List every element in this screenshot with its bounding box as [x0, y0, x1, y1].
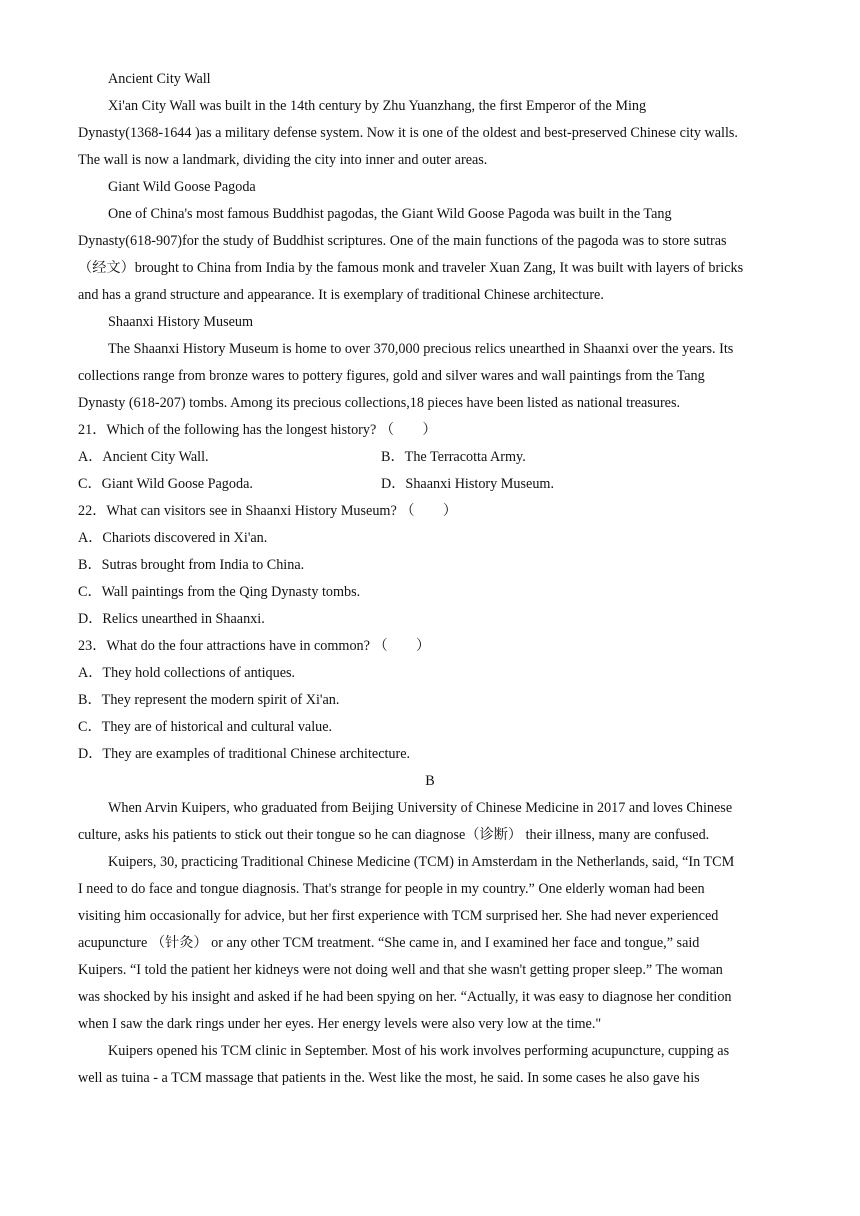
- paragraph-line: well as tuina - a TCM massage that patients in the. West like the most, he said. In some cases he also gave his: [78, 1070, 700, 1086]
- answer-option: B．The Terracotta Army.: [381, 449, 526, 465]
- paragraph-line: Xi'an City Wall was built in the 14th century by Zhu Yuanzhang, the first Emperor of the Ming: [108, 98, 647, 114]
- answer-option: A．Ancient City Wall.: [78, 449, 209, 465]
- paragraph-line: One of China's most famous Buddhist pagodas, the Giant Wild Goose Pagoda was built in the Tang: [108, 206, 672, 222]
- paragraph-line: Dynasty(1368-1644 )as a military defense system. Now it is one of the oldest and best-preserved Chinese city walls.: [78, 125, 738, 141]
- paragraph-line: When Arvin Kuipers, who graduated from Beijing University of Chinese Medicine in 2017 and loves Chinese: [108, 800, 733, 816]
- answer-option: B．Sutras brought from India to China.: [78, 557, 305, 573]
- section-heading: Giant Wild Goose Pagoda: [108, 179, 256, 195]
- question-stem: 23．What do the four attractions have in common? （ ）: [78, 638, 431, 654]
- paragraph-line: I need to do face and tongue diagnosis. That's strange for people in my country.” One elderly woman had been: [78, 881, 705, 897]
- paragraph-line: Dynasty (618-207) tombs. Among its precious collections,18 pieces have been listed as national treasures.: [78, 395, 681, 411]
- answer-option: D．They are examples of traditional Chinese architecture.: [78, 746, 411, 762]
- paragraph-line: acupuncture （针灸） or any other TCM treatment. “She came in, and I examined her face and tongue,” said: [78, 935, 700, 951]
- paragraph-line: when I saw the dark rings under her eyes. Her energy levels were also very low at the time.": [78, 1016, 602, 1032]
- answer-option: D．Shaanxi History Museum.: [381, 476, 555, 492]
- section-heading: Shaanxi History Museum: [108, 314, 254, 330]
- passage-label: B: [425, 773, 435, 789]
- answer-option: C．They are of historical and cultural value.: [78, 719, 333, 735]
- paragraph-line: was shocked by his insight and asked if he had been spying on her. “Actually, it was easy to diagnose her condition: [78, 989, 732, 1005]
- answer-option: C．Wall paintings from the Qing Dynasty tombs.: [78, 584, 361, 600]
- answer-option: A．Chariots discovered in Xi'an.: [78, 530, 268, 546]
- paragraph-line: Kuipers. “I told the patient her kidneys were not doing well and that she wasn't getting proper sleep.” The woman: [78, 962, 723, 978]
- answer-option: A．They hold collections of antiques.: [78, 665, 296, 681]
- paragraph-line: The wall is now a landmark, dividing the city into inner and outer areas.: [78, 152, 488, 168]
- paragraph-line: （经文）brought to China from India by the famous monk and traveler Xuan Zang, It was built with layers of bricks: [78, 260, 744, 276]
- answer-option: B．They represent the modern spirit of Xi'an.: [78, 692, 340, 708]
- question-stem: 22．What can visitors see in Shaanxi History Museum? （ ）: [78, 503, 458, 519]
- paragraph-line: and has a grand structure and appearance. It is exemplary of traditional Chinese architecture.: [78, 287, 604, 303]
- paragraph-line: The Shaanxi History Museum is home to over 370,000 precious relics unearthed in Shaanxi over the years. Its: [108, 341, 734, 357]
- paragraph-line: visiting him occasionally for advice, but her first experience with TCM surprised her. She had never experienced: [78, 908, 719, 924]
- answer-option: D．Relics unearthed in Shaanxi.: [78, 611, 265, 627]
- question-stem: 21．Which of the following has the longest history? （ ）: [78, 422, 437, 438]
- paragraph-line: Kuipers opened his TCM clinic in September. Most of his work involves performing acupuncture, cupping as: [108, 1043, 730, 1059]
- paragraph-line: Dynasty(618-907)for the study of Buddhist scriptures. One of the main functions of the pagoda was to store sutras: [78, 233, 727, 249]
- answer-option: C．Giant Wild Goose Pagoda.: [78, 476, 253, 492]
- paragraph-line: culture, asks his patients to stick out their tongue so he can diagnose（诊断） their illness, many are confused.: [78, 827, 710, 843]
- section-heading: Ancient City Wall: [108, 71, 211, 87]
- paragraph-line: Kuipers, 30, practicing Traditional Chinese Medicine (TCM) in Amsterdam in the Netherlands, said, “In TCM: [108, 854, 735, 870]
- paragraph-line: collections range from bronze wares to pottery figures, gold and silver wares and wall paintings from the Tang: [78, 368, 705, 384]
